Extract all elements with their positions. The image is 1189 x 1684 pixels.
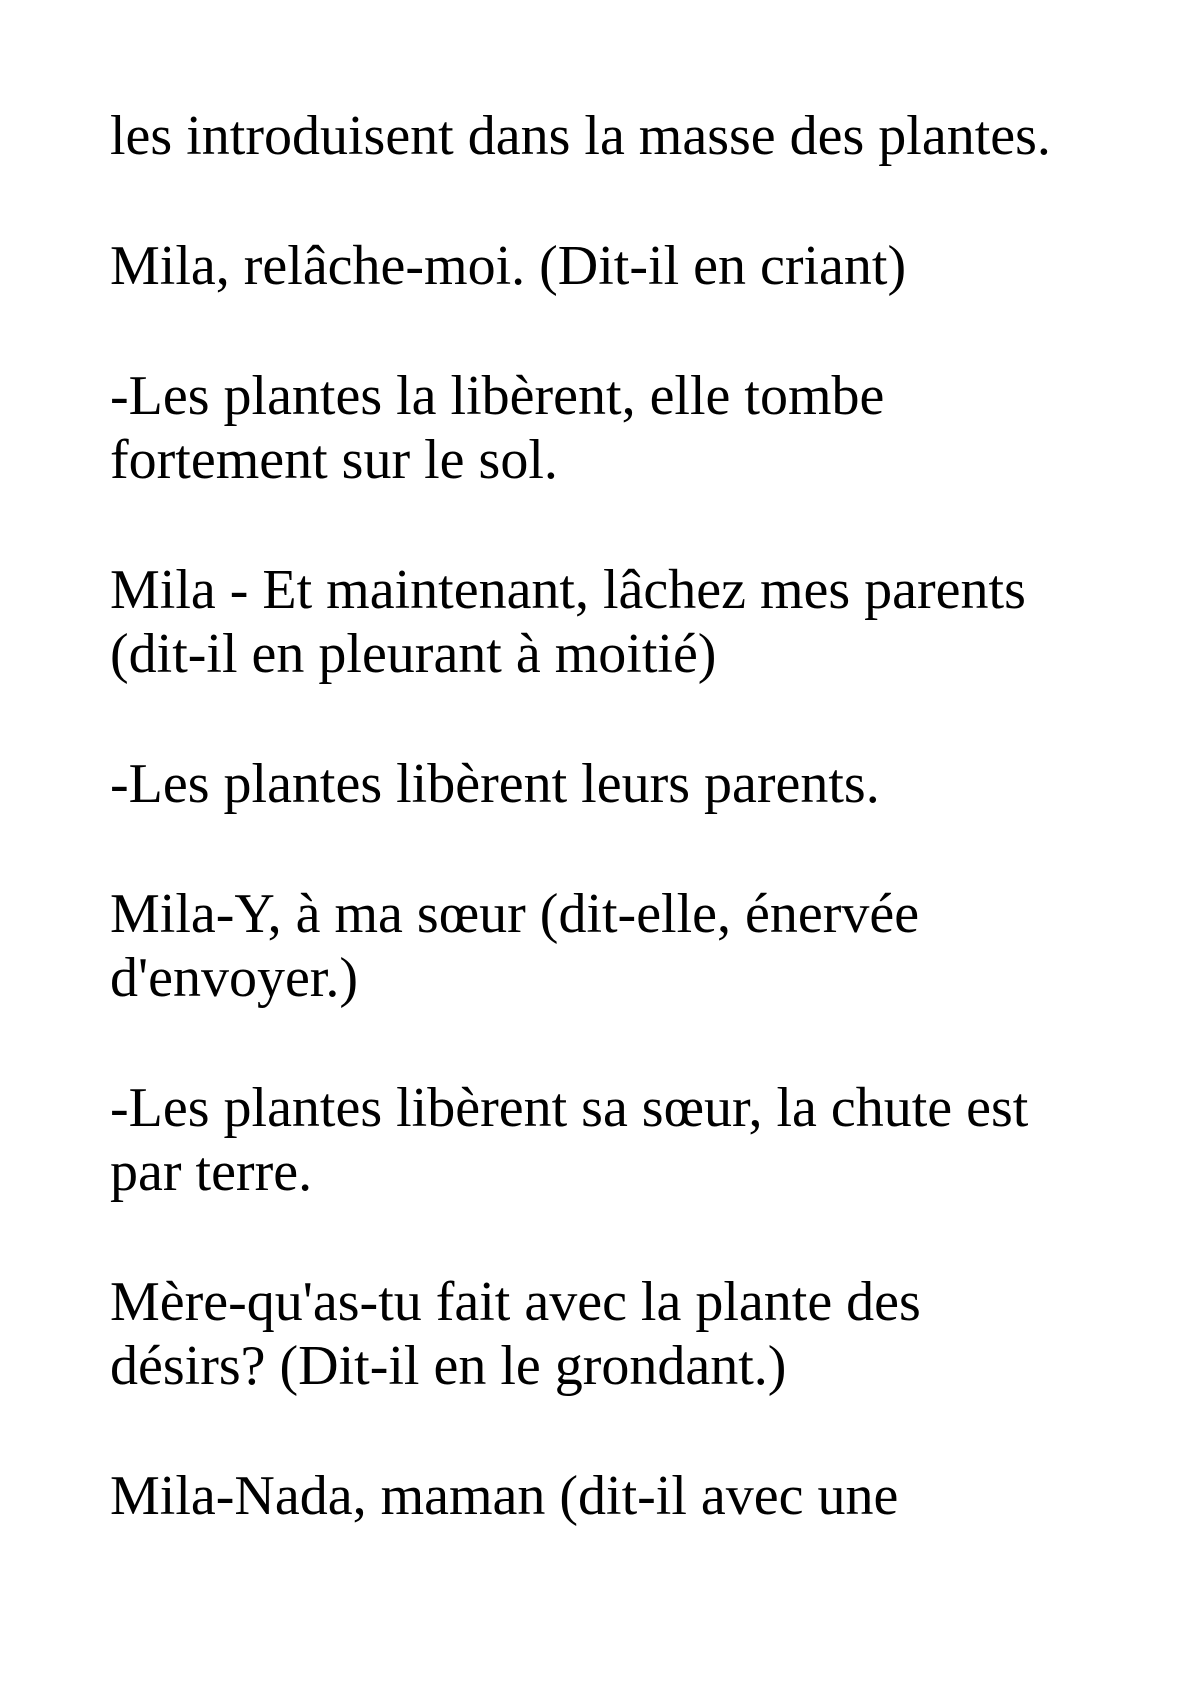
text-line: désirs? (Dit-il en le grondant.) [110,1335,787,1397]
text-line: Mila-Nada, maman (dit-il avec une [110,1465,899,1527]
paragraph [110,558,1150,686]
text-line: (dit-il en pleurant à moitié) [110,623,717,685]
text-line: -Les plantes libèrent sa sœur, la chute est [110,1077,1029,1139]
text-line: -Les plantes libèrent leurs parents. [110,753,880,815]
paragraph [110,104,1150,168]
text-line: Mila-Y, à ma sœur (dit-elle, énervée [110,883,920,945]
text-line: Mère-qu'as-tu fait avec la plante des [110,1271,921,1333]
paragraph [110,1076,1150,1204]
paragraph [110,752,1150,816]
text-line: par terre. [110,1141,313,1203]
text-line: d'envoyer.) [110,947,359,1009]
paragraph [110,364,1150,492]
text-line: Mila, relâche-moi. (Dit-il en criant) [110,235,907,297]
paragraph [110,1270,1150,1398]
text-line: fortement sur le sol. [110,429,558,491]
text-line: les introduisent dans la masse des plantes. [110,105,1051,167]
paragraph [110,234,1150,298]
document-text [110,104,1150,1594]
paragraph [110,1464,1150,1528]
paragraph [110,882,1150,1010]
text-line: Mila - Et maintenant, lâchez mes parents [110,559,1026,621]
text-line: -Les plantes la libèrent, elle tombe [110,365,885,427]
